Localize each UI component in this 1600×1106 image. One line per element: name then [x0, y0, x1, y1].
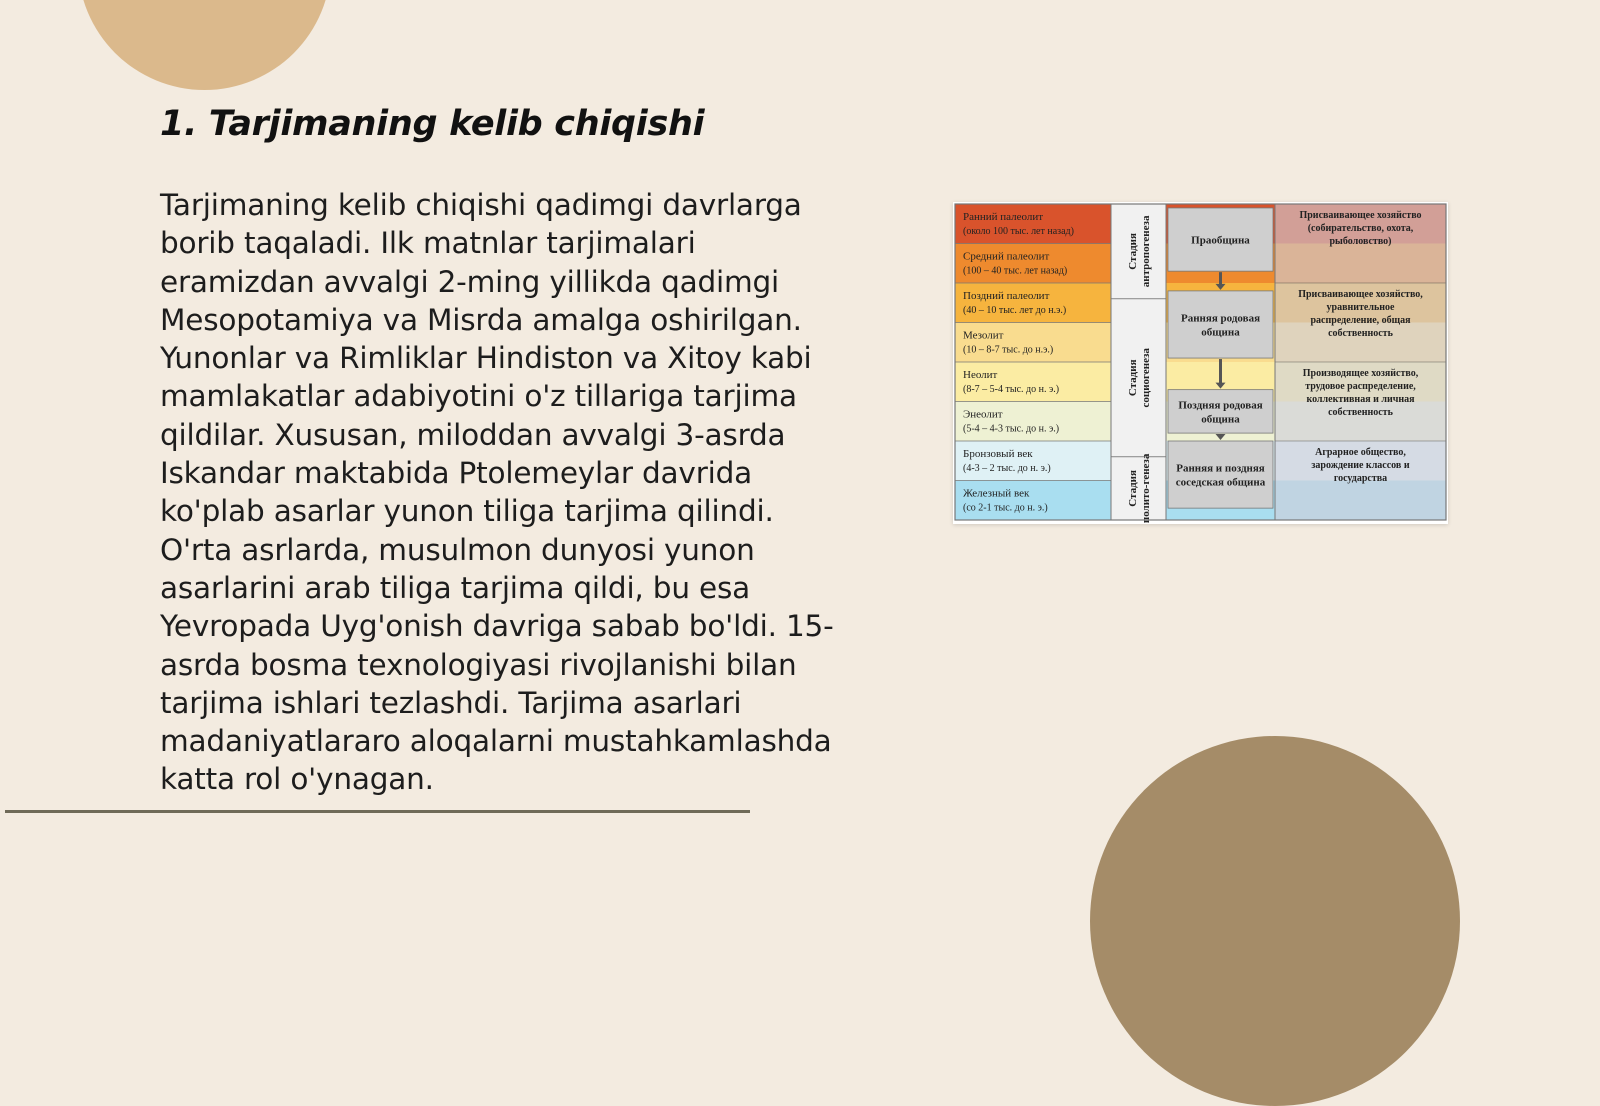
slide-title: 1. Tarjimaning kelib chiqishi: [160, 104, 705, 144]
stage-label: социогенеза: [1140, 348, 1152, 408]
community-label: Праобщина: [1191, 234, 1250, 247]
period-cell: [955, 481, 1111, 521]
stage-label: Стадия: [1127, 470, 1139, 507]
economy-label: зарождение классов и: [1311, 460, 1410, 471]
period-name: Бронзовый век: [963, 448, 1033, 460]
period-cell: [955, 244, 1111, 284]
period-cell: [955, 323, 1111, 363]
community-cell: [1168, 390, 1273, 433]
period-dates: (5-4 – 4-3 тыс. до н. э.): [963, 423, 1060, 435]
economy-label: Присваивающее хозяйство: [1299, 210, 1422, 221]
period-cell: [955, 402, 1111, 442]
period-cell: [955, 204, 1111, 244]
decorative-circle-top: [78, 0, 331, 90]
period-name: Поздний палеолит: [963, 290, 1050, 302]
community-label: община: [1201, 413, 1240, 426]
periods-table-svg: [953, 202, 1448, 524]
community-label: община: [1201, 326, 1240, 339]
period-cell: [955, 283, 1111, 323]
period-name: Энеолит: [963, 408, 1003, 421]
economy-label: собственность: [1328, 328, 1393, 339]
period-dates: (8-7 – 5-4 тыс. до н. э.): [963, 384, 1060, 395]
economy-label: (собирательство, охота,: [1307, 223, 1414, 234]
economy-label: Аграрное общество,: [1315, 447, 1406, 458]
period-dates: (100 – 40 тыс. лет назад): [963, 265, 1068, 277]
slide-body-text: Tarjimaning kelib chiqishi qadimgi davrlarga borib taqaladi. Ilk matnlar tarjimalari eramizdan avvalgi 2-ming yillikda qadimgi Mesopotamiya va Misrda amalga oshirilgan. Yunonlar va Rimliklar Hindiston va Xitoy kabi mamlakatlar adabiyotini o'z tillariga tarjima qildilar. Xususan, miloddan avvalgi 3-asrda Iskandar maktabida Ptolemeylar davrida ko'plab asarlar yunon tiliga tarjima qilindi. O'rta asrlarda, musulmon dunyosi yunon asarlarini arab tiliga tarjima qildi, bu esa Yevropada Uyg'onish davriga sabab bo'ldi. 15-asrda bosma texnologiyasi rivojlanishi bilan tarjima ishlari tezlashdi. Tarjima asarlari madaniyatlararo aloqalarni mustahkamlashda katta rol o'ynagan.: [160, 188, 834, 797]
economy-label: собственность: [1328, 407, 1393, 418]
period-cell: [955, 362, 1111, 402]
period-dates: (около 100 тыс. лет назад): [963, 226, 1074, 237]
community-label: Ранняя и поздняя: [1176, 462, 1265, 475]
period-dates: (40 – 10 тыс. лет до н.э.): [963, 305, 1067, 316]
economy-label: уравнительное: [1326, 302, 1395, 313]
stage-label: антропогенеза: [1140, 215, 1152, 288]
economy-label: Производящее хозяйство,: [1302, 368, 1419, 379]
economy-label: распределение, общая: [1310, 315, 1411, 326]
economy-label: рыболовство): [1329, 236, 1392, 247]
community-label: Ранняя родовая: [1180, 312, 1261, 325]
economy-label: коллективная и личная: [1306, 394, 1415, 405]
historical-periods-table-image: [953, 202, 1448, 524]
period-name: Мезолит: [963, 329, 1004, 342]
period-dates: (со 2-1 тыс. до н. э.): [963, 502, 1048, 514]
period-name: Ранний палеолит: [963, 211, 1044, 223]
period-name: Железный век: [963, 487, 1030, 500]
stage-label: полито-генеза: [1140, 453, 1152, 524]
period-dates: (10 – 8-7 тыс. до н.э.): [963, 344, 1054, 356]
period-cell: [955, 441, 1111, 481]
economy-label: государства: [1333, 473, 1388, 484]
community-label: Поздняя родовая: [1178, 399, 1263, 412]
community-label: соседская община: [1175, 476, 1266, 489]
divider-line: [5, 810, 750, 813]
period-name: Неолит: [963, 369, 998, 381]
stage-label: Стадия: [1127, 359, 1139, 397]
period-name: Средний палеолит: [963, 250, 1050, 263]
period-dates: (4-3 – 2 тыс. до н. э.): [963, 463, 1051, 474]
economy-label: Присваивающее хозяйство,: [1298, 289, 1423, 300]
stage-label: Стадия: [1127, 233, 1139, 270]
decorative-circle-bottom: [1090, 736, 1460, 1106]
economy-label: трудовое распределение,: [1305, 381, 1416, 392]
